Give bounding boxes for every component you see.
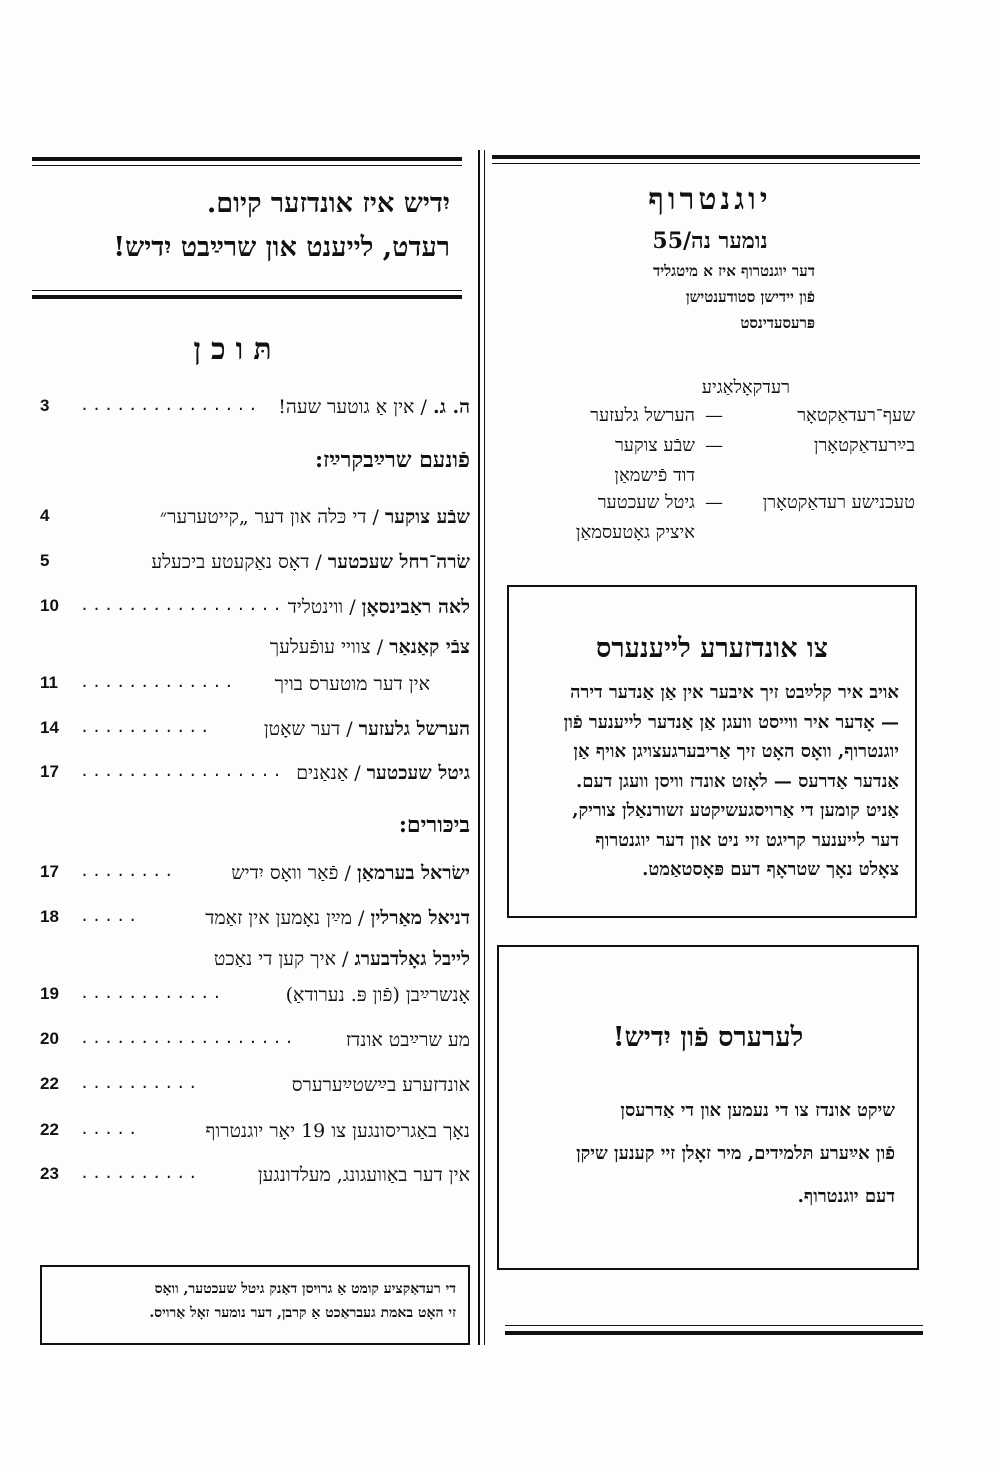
toc-entry [40,1074,470,1104]
editorial-row [505,435,915,465]
toc-leader: ............... [80,396,261,414]
editorial-name: דוד פֿישמאַן [614,465,695,486]
readers-notice-title: צו אונדזערע לייענערס [596,633,828,664]
toc-entry-text: שׂרה־רחל שעכטער / דאָס נאַקעטע ביכעלע [151,551,470,573]
teachers-notice-line: שיקט אונדז צו די נעמען און די אַדרעסן [620,1100,895,1121]
editorial-name: גיטל שעכטער [597,492,695,513]
toc-entry [40,862,470,892]
masthead-top-rule [492,155,920,159]
toc-page-number: 4 [40,506,50,525]
toc-author: לאה ראַבינסאָן [361,596,470,618]
toc-page-number: 5 [40,551,50,570]
masthead-top-rule-thin [492,163,920,164]
toc-leader: .......... [80,1164,201,1182]
column-divider [478,150,480,1345]
toc-entry-text: ישׂראל בערמאַן / פֿאַר וואָס יִדיש [231,862,470,884]
toc-entry [40,506,470,536]
teachers-notice-body [521,1089,895,1218]
toc-entry-text: צבֿי קאַנאַר / צוויי עופֿעלעך [269,636,470,658]
toc-entry-title: איך קען די נאַכט [213,948,336,970]
issue-number: נומער נה/55 [652,228,768,254]
readers-notice-line: צאָלט נאָך שטראָף דעם פּאָסטאַמט. [642,859,899,880]
slogan-line-1: יִדיש איז אונדזער קיום. [206,188,450,219]
toc-entry-title: דאָס נאַקעטע ביכעלע [151,551,310,573]
toc-entry [40,673,470,703]
editorial-dash: — [705,435,723,456]
toc-author: גיטל שעכטער [366,762,470,784]
toc-author: הערשל גלעזער [358,718,470,740]
column-divider-2 [484,150,485,1345]
toc-page-number: 23 [40,1164,59,1183]
toc-entry [40,948,470,978]
slogan-bottom-rule-thin [32,290,462,291]
toc-section-heading: פֿונעם שרײַבקרײַז: [315,447,470,473]
toc-author: צבֿי קאַנאַר [389,636,470,658]
toc-entry-text: הערשל גלעזער / דער שאָטן [263,718,470,740]
readers-notice-line: אַניט קומען די אַרויסגעשיקטע זשורנאַלן צוריק, [572,800,899,821]
toc-page-number: 20 [40,1029,59,1048]
toc-leader: ........ [80,862,177,880]
slogan-bottom-rule [32,295,462,299]
toc-author: שבֿע צוקער [384,506,470,528]
toc-leader: ..... [80,907,141,925]
readers-notice-line: — אָדער איר ווייסט וועגן אַן אַנדער לייענער פֿון [563,711,899,733]
masthead-line-3: פּרעסעדינסט [740,314,815,332]
toc-page-number: 22 [40,1074,59,1093]
toc-entry-title: נאָך באַגריסונגען צו 19 יאָר יוגנטרוף [205,1120,470,1142]
toc-page-number: 17 [40,862,59,881]
masthead-line-2: פֿון יידישן סטודענטישן [685,288,815,306]
toc-entry-text: לייבל גאָלדבערג / איך קען די נאַכט [213,948,470,970]
toc-entry-text: דניאל מאַרלין / מײַן נאָמען אין זאַמד [205,907,470,929]
toc-entry [40,636,470,666]
teachers-notice-box [497,945,919,1270]
editorial-dash: — [705,405,723,426]
toc-leader: ................. [80,762,285,780]
toc-leader: .......... [80,1074,201,1092]
toc-title: תּוכן [193,332,282,367]
toc-author: לייבל גאָלדבערג [354,948,470,970]
toc-entry-text: שבֿע צוקער / די כּלה און דער „קייטערער״ [159,506,470,528]
readers-notice-line: דער לייענער קריגט זיי ניט און דער יוגנטרוף [595,829,899,851]
editorial-row [505,522,915,552]
toc-entry-title: אַנאַנים [296,762,349,784]
editorial-name: הערשל גלעזער [590,405,695,426]
editorial-role: בײַרעדאַקטאָרן [813,435,915,456]
toc-page-number: 10 [40,596,59,615]
acknowledgement-line-1: די רעדאַקציע קומט אַ גרויסן דאַנק גיטל שעכטער, וואָס [154,1281,456,1297]
toc-entry-title: אונדזערע בײַשטײַערערס [291,1074,470,1096]
toc-leader: ............ [80,984,225,1002]
toc-entry [40,1029,470,1059]
acknowledgement-line-2: זי האָט באמת געבראַכט אַ קרבן, דער נומער זאָל אַרויס. [149,1305,456,1321]
toc-author: ה. ג. [432,396,470,418]
toc-leader: ............. [80,673,237,691]
toc-entry-title: אין דער מוטערס בויך [274,673,430,695]
teachers-notice-line: דעם יוגנטרוף. [797,1186,895,1207]
toc-page-number: 14 [40,718,59,737]
toc-entry [40,551,470,581]
toc-entry [40,984,470,1014]
toc-page-number: 3 [40,396,50,415]
toc-entry-title: די כּלה און דער „קייטערער״ [159,506,367,528]
readers-notice-line: אויב איר קלײַבט זיך איבער אין אַן אַנדער דירה [570,682,899,703]
editorial-dash: — [705,492,723,513]
toc-entry [40,1164,470,1194]
toc-page-number: 17 [40,762,59,781]
toc-entry-title: אין אַ גוטער שעה! [278,396,415,418]
right-bottom-rule-thin [505,1325,923,1326]
toc-leader: ........... [80,718,213,736]
slogan-top-rule [32,157,462,161]
slogan-line-2: רעדט, לייענט און שרײַבט יִדיש! [113,232,450,263]
toc-author: שׂרה־רחל שעכטער [327,551,470,573]
toc-entry [40,762,470,792]
toc-leader: ................. [80,596,285,614]
toc-entry-title: דער שאָטן [263,718,341,740]
editorial-role: שעף־רעדאַקטאָר [797,405,915,426]
toc-entry [40,396,470,426]
editorial-name: שבֿע צוקער [614,435,695,456]
editorial-name: איציק גאָטעסמאַן [575,522,695,543]
toc-section-heading: ביכּורים: [398,812,470,838]
acknowledgement-box [40,1265,470,1345]
toc-author: ישׂראל בערמאַן [356,862,470,884]
toc-entry-text: לאה ראַבינסאָן / ווינטליד [287,596,470,618]
right-bottom-rule [505,1331,923,1335]
toc-page-number: 18 [40,907,59,926]
toc-entry [40,1120,470,1150]
toc-entry [40,596,470,626]
toc-entry-title: ווינטליד [287,596,344,618]
toc-entry [40,907,470,937]
toc-entry-title: מע שרײַבט אונדז [345,1029,470,1051]
toc-entry-title: אין דער באַוועגונג, מעלדונגען [257,1164,470,1186]
toc-entry-title: מײַן נאָמען אין זאַמד [205,907,352,929]
magazine-title: יוגנטרוף [648,182,772,217]
toc-entry-title: אָנשרײַבן (פֿון פּ. נערודאַ) [285,984,470,1006]
readers-notice-body [525,678,899,885]
toc-page-number: 19 [40,984,59,1003]
toc-entry-text: גיטל שעכטער / אַנאַנים [296,762,470,784]
editorial-row [505,405,915,435]
readers-notice-line: אַנדער אַדרעס — לאָזט אונדז וויסן וועגן דעם. [575,770,899,792]
readers-notice-line: יוגנטרוף, וואָס האָט זיך אַריבערגעצויגן אויף אַן [573,741,899,762]
toc-leader: .................. [80,1029,297,1047]
toc-entry-title: פֿאַר וואָס יִדיש [231,862,339,884]
toc-author: דניאל מאַרלין [370,907,470,929]
toc-page-number: 22 [40,1120,59,1139]
editorial-row [505,492,915,522]
editorial-row [505,465,915,495]
teachers-notice-title: לערערס פֿון יִדיש! [612,1022,804,1053]
teachers-notice-line: פֿון אײַערע תּלמידים, מיר זאָלן זיי קענען שיקן [576,1143,895,1164]
toc-page-number: 11 [40,673,58,692]
slogan-top-rule-thin [32,165,462,166]
toc-entry-text: ה. ג. / אין אַ גוטער שעה! [278,396,470,418]
editorial-role: טעכנישע רעדאַקטאָרן [762,492,915,513]
toc-entry-title: צוויי עופֿעלעך [269,636,371,658]
masthead-line-1: דער יוגנטרוף איז א מיטגליד [653,262,815,280]
editorial-board-heading: רעדקאָלאַגיע [701,377,790,398]
readers-notice-box [507,585,917,918]
toc-leader: ..... [80,1120,141,1138]
toc-entry [40,718,470,748]
